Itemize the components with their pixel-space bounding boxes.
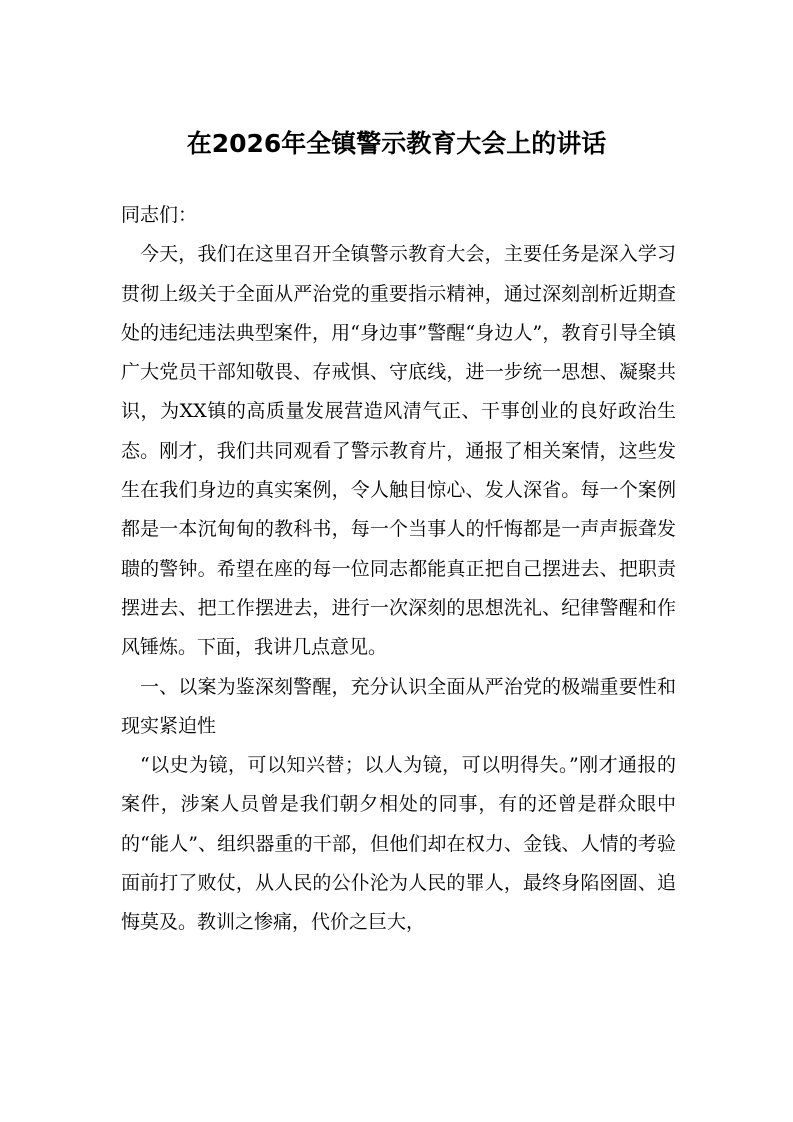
document-title: 在2026年全镇警示教育大会上的讲话: [186, 129, 607, 158]
section-one-heading: 一、以案为鉴深刻警醒，充分认识全面从严治党的极端重要性和现实紧迫性: [121, 675, 676, 737]
intro-paragraph: 今天，我们在这里召开全镇警示教育大会，主要任务是深入学习贯彻上级关于全面从严治党的重要指示精神，通过深刻剖析近期查处的违纪违法典型案件，用“身边事”警醒“身边人”，教育引导全镇广大党员干部知敬畏、存戒惧、守底线，进一步统一思想、凝聚共识，为XX镇的高质量发展营造风清气正、干事创业的良好政治生态。刚才，我们共同观看了警示教育片，通报了相关案情，这些发生在我们身边的真实案例，令人触目惊心、发人深省。每一个案例都是一本沉甸甸的教科书，每一个当事人的忏悔都是一声声振聋发聩的警钟。希望在座的每一位同志都能真正把自己摆进去、把职责摆进去、把工作摆进去，进行一次深刻的思想洗礼、纪律警醒和作风锤炼。下面，我讲几点意见。: [121, 243, 676, 659]
salutation: 同志们：: [121, 204, 198, 226]
section-one-paragraph: “以史为镜，可以知兴替；以人为镜，可以明得失。”刚才通报的案件，涉案人员曾是我们朝夕相处的同事，有的还曾是群众眼中的“能人”、组织器重的干部，但他们却在权力、金钱、人情的考验面前打了败仗，从人民的公仆沦为人民的罪人，最终身陷囹圄、追悔莫及。教训之惨痛，代价之巨大，: [121, 754, 676, 934]
document-body: [121, 196, 676, 943]
